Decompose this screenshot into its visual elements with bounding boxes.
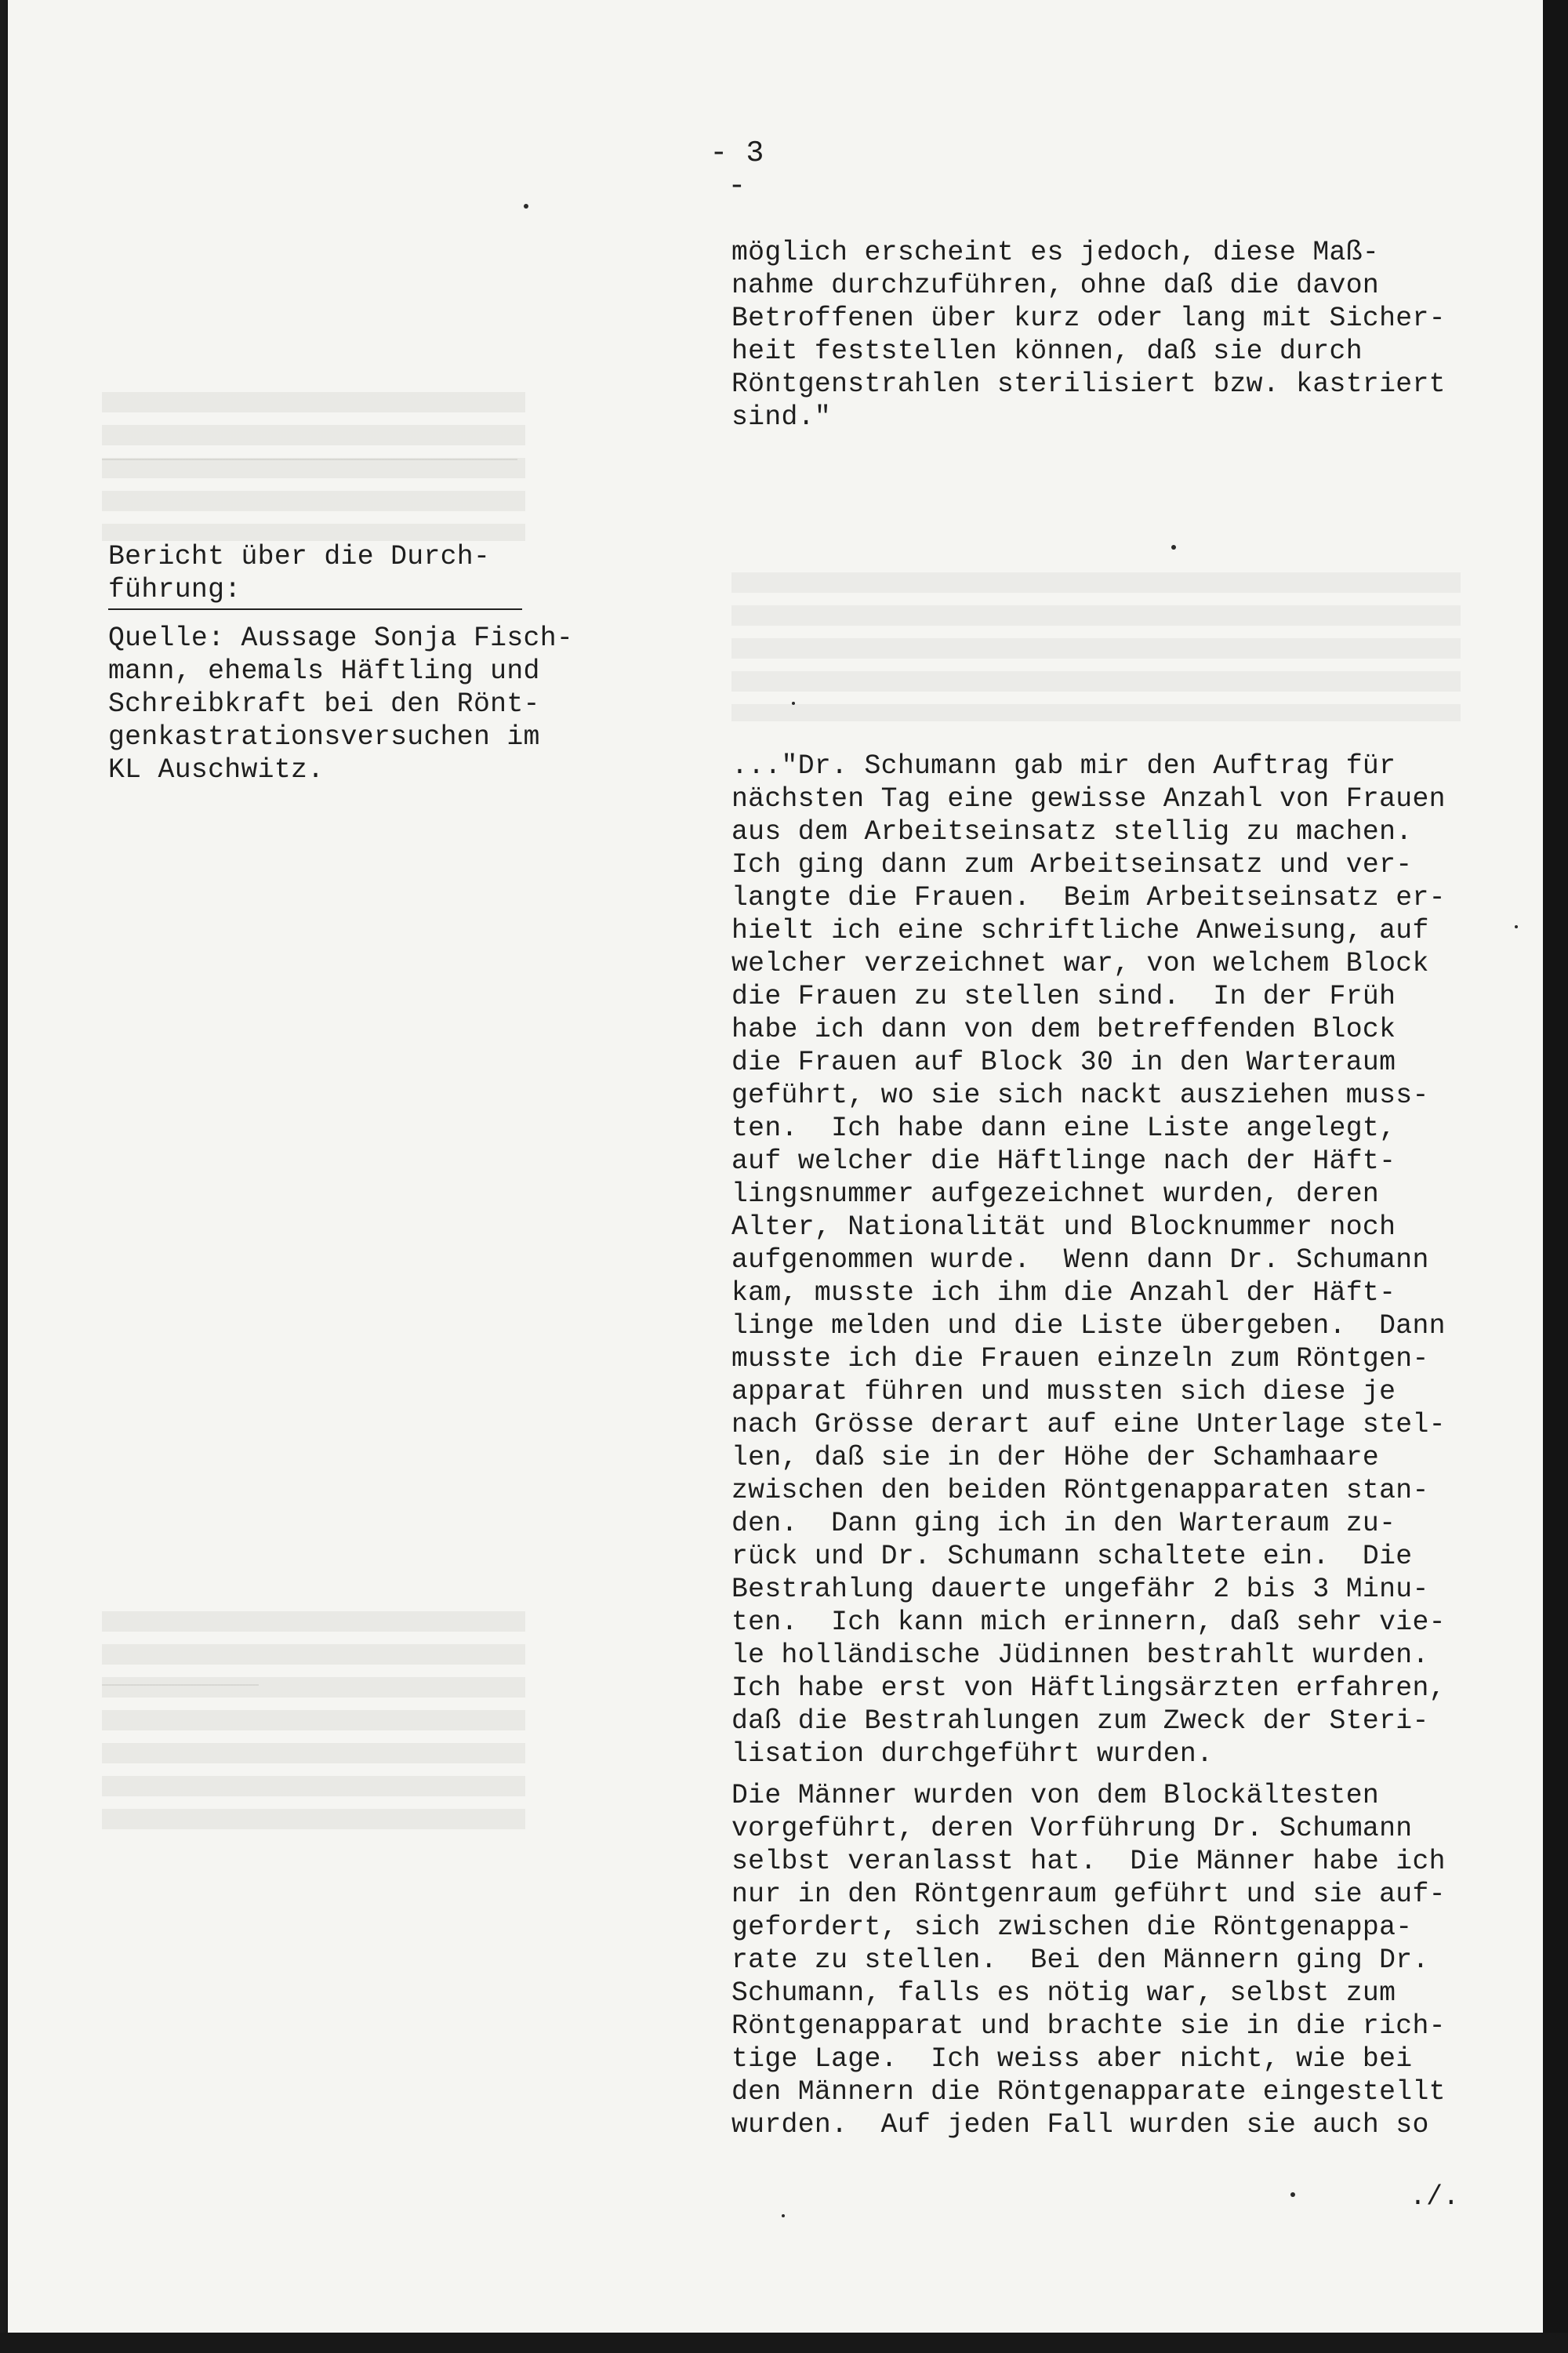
text-line: den. Dann ging ich in den Warteraum zu- — [731, 1509, 1396, 1539]
ink-speck — [524, 204, 528, 209]
bleed-through-block — [731, 572, 1461, 721]
bleed-through-block — [102, 392, 525, 541]
testimony-paragraph — [731, 750, 1515, 1771]
margin-heading — [108, 541, 610, 607]
text-line: Ich ging dann zum Arbeitseinsatz und ver- — [731, 850, 1413, 881]
margin-source — [108, 623, 610, 787]
text-line: Betroffenen über kurz oder lang mit Sicher- — [731, 303, 1446, 334]
text-line: musste ich die Frauen einzeln zum Röntgen- — [731, 1344, 1429, 1374]
text-line: die Frauen zu stellen sind. In der Früh — [731, 982, 1396, 1012]
text-line: apparat führen und mussten sich diese je — [731, 1377, 1396, 1407]
text-line: zwischen den beiden Röntgenapparaten stan- — [731, 1476, 1429, 1506]
text-line: die Frauen auf Block 30 in den Warteraum — [731, 1048, 1396, 1078]
text-line: ten. Ich kann mich erinnern, daß sehr vie- — [731, 1607, 1446, 1638]
text-line: Bestrahlung dauerte ungefähr 2 bis 3 Minu- — [731, 1574, 1429, 1605]
text-line: linge melden und die Liste übergeben. Dann — [731, 1311, 1446, 1342]
margin-heading-line: Bericht über die Durch- — [108, 542, 491, 572]
text-line: lingsnummer aufgezeichnet wurden, deren — [731, 1179, 1380, 1210]
quote-intro — [731, 237, 1515, 434]
text-line: möglich erscheint es jedoch, diese Maß- — [731, 238, 1380, 268]
margin-source-line: KL Auschwitz. — [108, 755, 325, 786]
text-line: hielt ich eine schriftliche Anweisung, auf — [731, 916, 1429, 946]
text-line: Röntgenapparat und brachte sie in die rich- — [731, 2011, 1446, 2042]
text-line: nach Grösse derart auf eine Unterlage stel- — [731, 1410, 1446, 1440]
text-line: le holländische Jüdinnen bestrahlt wurden. — [731, 1640, 1429, 1671]
text-line: kam, musste ich ihm die Anzahl der Häft- — [731, 1278, 1396, 1309]
text-line: daß die Bestrahlungen zum Zweck der Steri- — [731, 1706, 1429, 1737]
text-line: heit feststellen können, daß sie durch — [731, 336, 1363, 367]
text-line: den Männern die Röntgenapparate eingestellt — [731, 2077, 1446, 2108]
bleed-through-block — [102, 1611, 525, 1831]
document-page — [8, 0, 1543, 2333]
text-line: nahme durchzuführen, ohne daß die davon — [731, 271, 1380, 301]
ink-speck — [782, 2214, 785, 2217]
text-line: habe ich dann von dem betreffenden Block — [731, 1015, 1396, 1045]
margin-source-line: mann, ehemals Häftling und — [108, 656, 540, 687]
margin-heading-line: führung: — [108, 575, 241, 605]
text-line: rate zu stellen. Bei den Männern ging Dr. — [731, 1945, 1429, 1976]
heading-underline — [108, 608, 522, 610]
text-line: ten. Ich habe dann eine Liste angelegt, — [731, 1113, 1396, 1144]
text-line: sind." — [731, 402, 832, 433]
margin-source-line: Schreibkraft bei den Rönt- — [108, 689, 540, 720]
margin-source-line: genkastrationsversuchen im — [108, 722, 540, 753]
men-paragraph — [731, 1780, 1515, 2142]
margin-source-line: Quelle: Aussage Sonja Fisch- — [108, 623, 574, 654]
text-line: Ich habe erst von Häftlingsärzten erfahren, — [731, 1673, 1446, 1704]
text-line: nächsten Tag eine gewisse Anzahl von Frauen — [731, 784, 1446, 815]
text-line: gefordert, sich zwischen die Röntgenappa- — [731, 1912, 1413, 1943]
text-line: welcher verzeichnet war, von welchem Block — [731, 949, 1429, 979]
text-line: aufgenommen wurde. Wenn dann Dr. Schumann — [731, 1245, 1429, 1276]
text-line: len, daß sie in der Höhe der Schamhaare — [731, 1443, 1380, 1473]
text-line: auf welcher die Häftlinge nach der Häft- — [731, 1146, 1396, 1177]
text-line: wurden. Auf jeden Fall wurden sie auch so — [731, 2110, 1429, 2141]
text-line: Schumann, falls es nötig war, selbst zum — [731, 1978, 1396, 2009]
scan-edge-right — [1543, 0, 1568, 2353]
text-line: Röntgenstrahlen sterilisiert bzw. kastriert — [731, 369, 1446, 400]
text-line: lisation durchgeführt wurden. — [731, 1739, 1214, 1770]
text-line: tige Lage. Ich weiss aber nicht, wie bei — [731, 2044, 1413, 2075]
text-line: rück und Dr. Schumann schaltete ein. Die — [731, 1541, 1413, 1572]
page-number: - 3 - — [710, 136, 764, 203]
text-line: Alter, Nationalität und Blocknummer noch — [731, 1212, 1396, 1243]
scan-edge-bottom — [0, 2333, 1568, 2353]
text-line: langte die Frauen. Beim Arbeitseinsatz er- — [731, 883, 1446, 913]
text-line: aus dem Arbeitseinsatz stellig zu machen. — [731, 817, 1413, 848]
text-line: Die Männer wurden von dem Blockältesten — [731, 1781, 1380, 1811]
text-line: nur in den Röntgenraum geführt und sie auf- — [731, 1879, 1446, 1910]
margin-note — [108, 541, 610, 787]
text-line: geführt, wo sie sich nackt ausziehen muss- — [731, 1080, 1429, 1111]
text-line: selbst veranlasst hat. Die Männer habe ich — [731, 1846, 1446, 1877]
text-line: vorgeführt, deren Vorführung Dr. Schumann — [731, 1814, 1413, 1844]
text-line: ..."Dr. Schumann gab mir den Auftrag für — [731, 751, 1396, 782]
ink-speck — [1171, 545, 1176, 550]
ink-speck — [1290, 2192, 1295, 2197]
continuation-mark: ./. — [1410, 2182, 1460, 2213]
ink-speck — [792, 702, 795, 705]
